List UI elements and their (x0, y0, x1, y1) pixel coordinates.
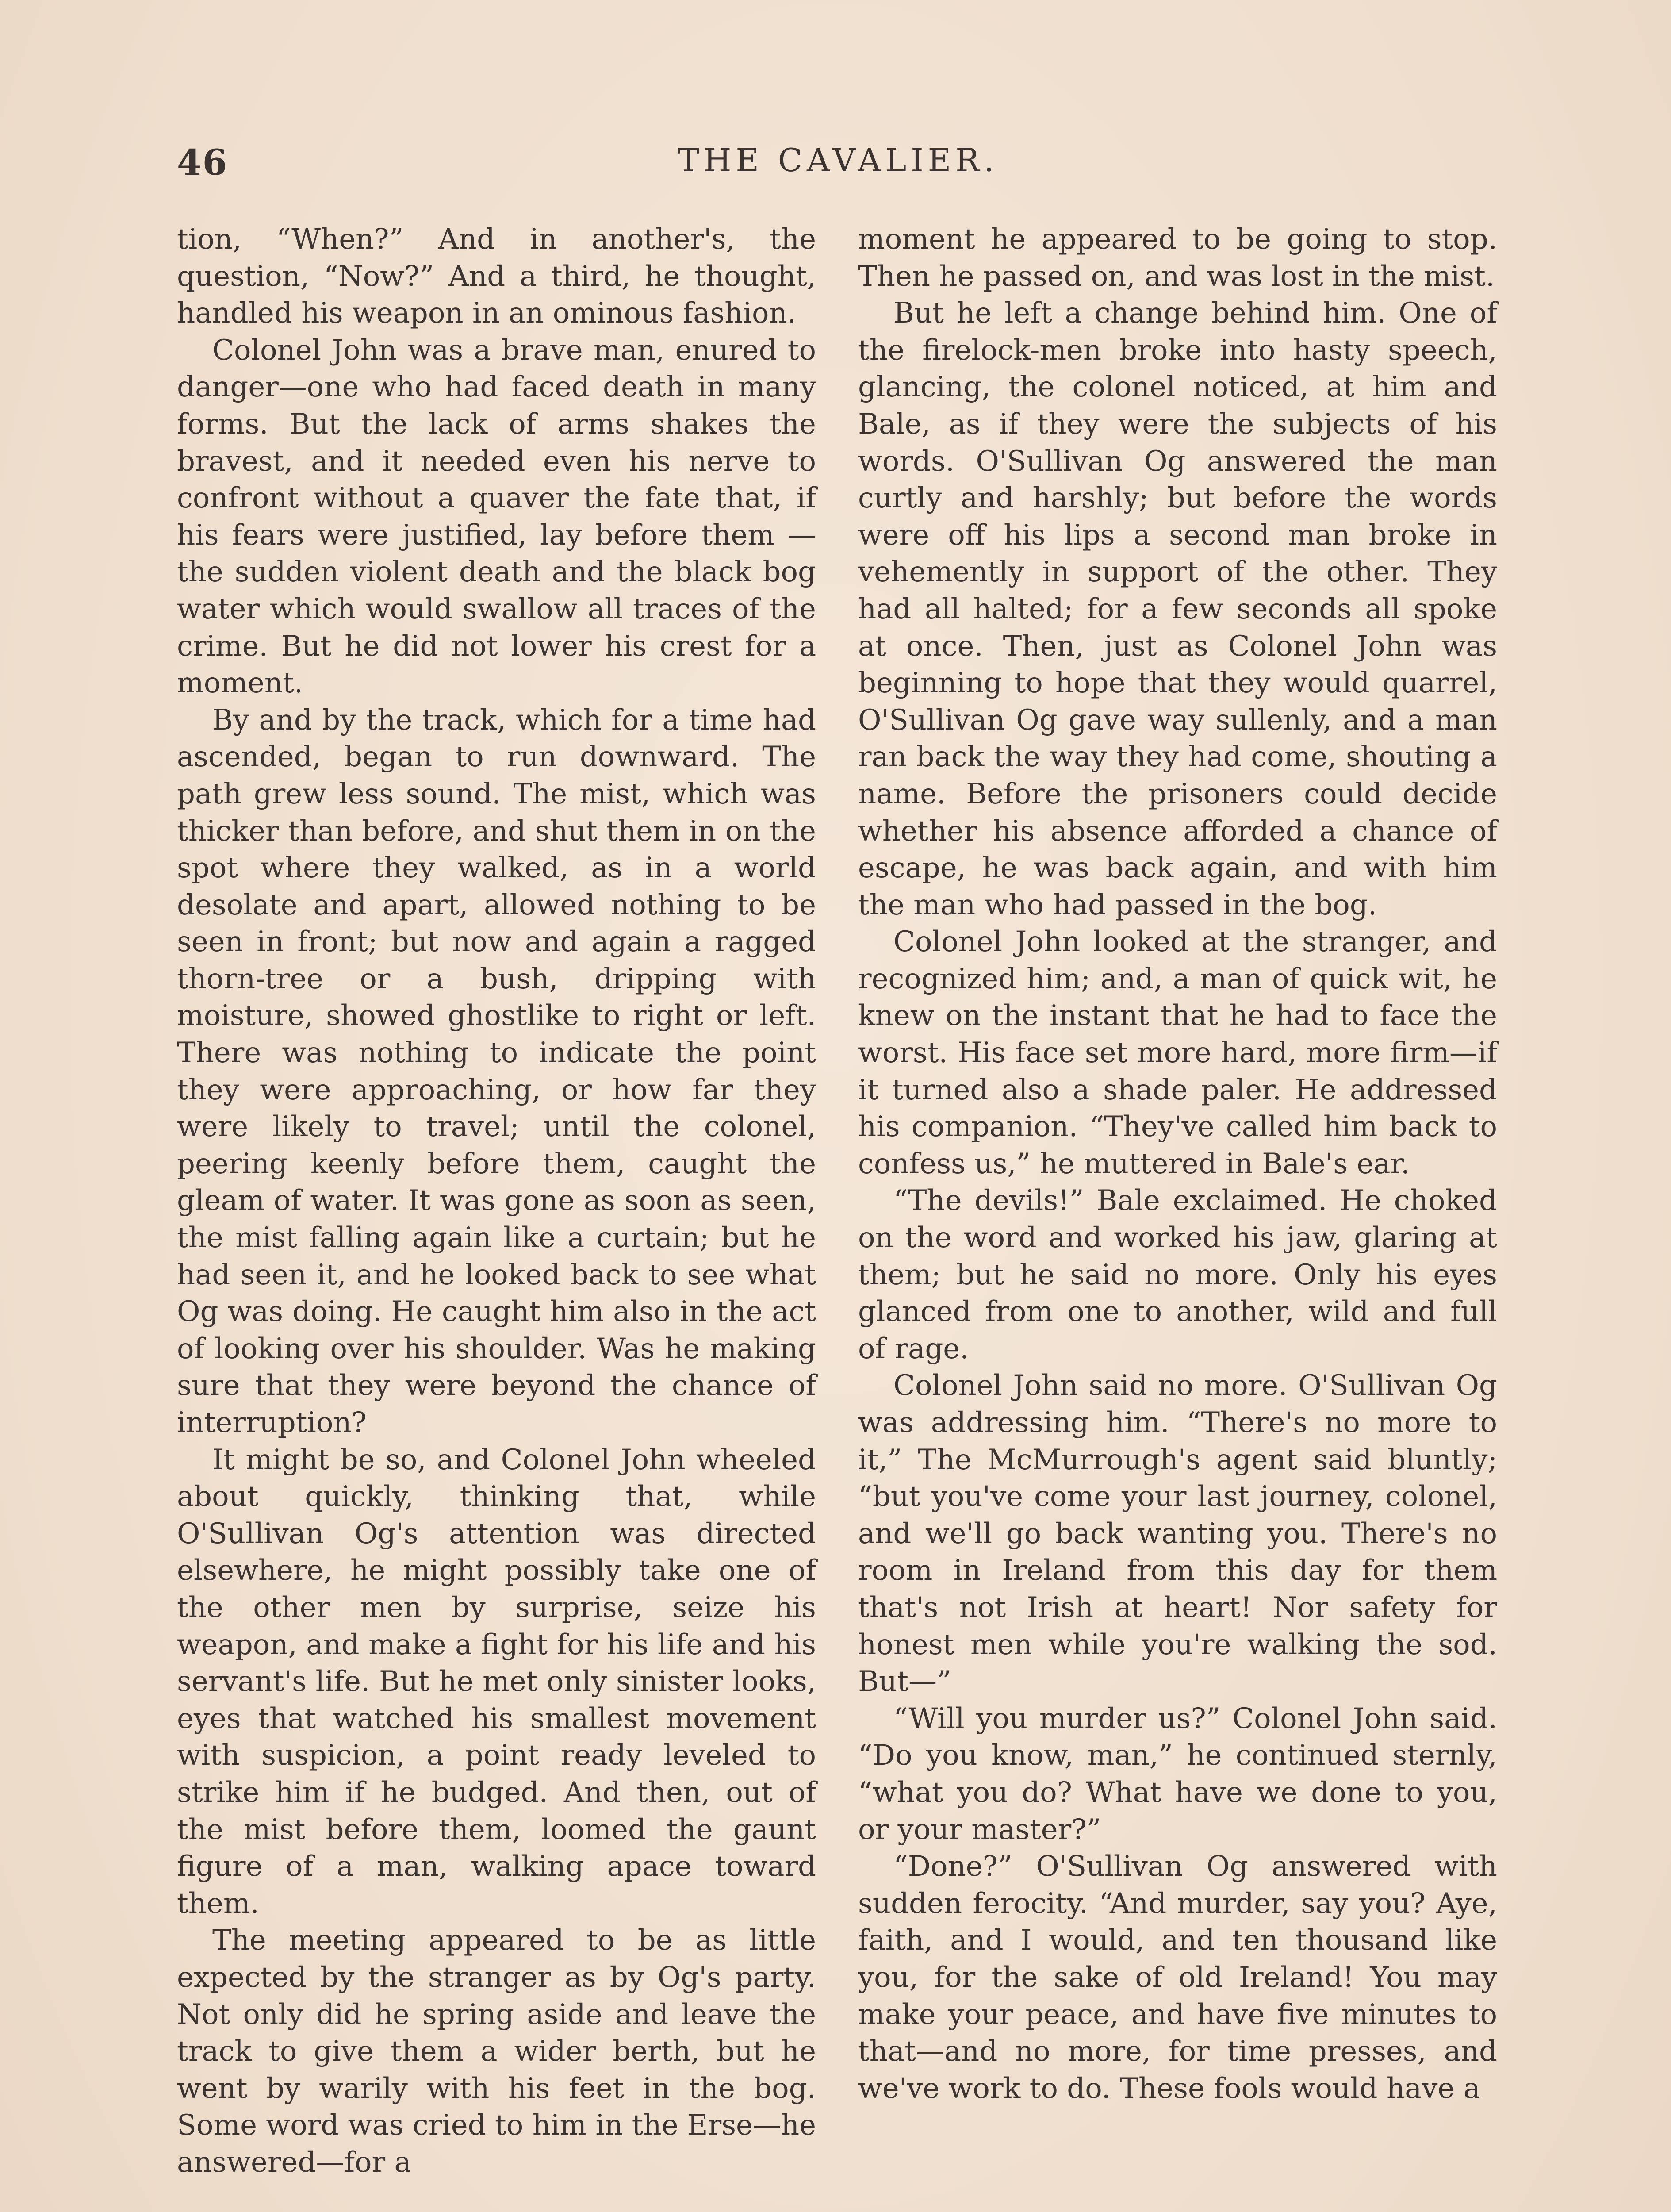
left-column (177, 221, 816, 2181)
running-title: THE CAVALIER. (678, 142, 999, 179)
paragraph: It might be so, and Colonel John wheeled about quickly, thinking that, while O'Sullivan Og's attention was directed elsewhere, he might possibly take one of the other men by surprise, seize his weapon, and make a fight for his life and his servant's life. But he met only sinister looks, eyes that watched his smallest movement with suspicion, a point ready leveled to strike him if he budged. And then, out of the mist before them, loomed the gaunt figure of a man, walking apace toward them. (177, 1443, 816, 1920)
paragraph: Colonel John looked at the stranger, and recognized him; and, a man of quick wit, he knew on the instant that he had to face the worst. His face set more hard, more firm—if it turned also a shade paler. He addressed his companion. “They've called him back to confess us,” he muttered in Bale's ear. (858, 926, 1497, 1180)
paragraph: “Will you murder us?” Colonel John said. “Do you know, man,” he continued sternly, “what you do? What have we done to you, or your master?” (858, 1702, 1497, 1846)
paragraph: moment he appeared to be going to stop. Then he passed on, and was lost in the mist. (858, 223, 1497, 293)
paragraph: tion, “When?” And in another's, the question, “Now?” And a third, he thought, handled his weapon in an ominous fashion. (177, 223, 816, 330)
page-header (177, 142, 1499, 190)
paragraph: But he left a change behind him. One of the firelock-men broke into hasty speech, glancing, the colonel noticed, at him and Bale, as if they were the subjects of his words. O'Sullivan Og answered the man curtly and harshly; but before the words were off his lips a second man broke in vehemently in support of the other. They had all halted; for a few seconds all spoke at once. Then, just as Colonel John was beginning to hope that they would quarrel, O'Sullivan Og gave way sullenly, and a man ran back the way they had come, shouting a name. Before the prisoners could decide whether his absence afforded a chance of escape, he was back again, and with him the man who had passed in the bog. (858, 297, 1497, 922)
paragraph: Colonel John was a brave man, enured to danger—one who had faced death in many forms. But the lack of arms shakes the bravest, and it needed even his nerve to confront without a quaver the fate that, if his fears were justified, lay before them — the sudden violent death and the black bog water which would swallow all traces of the crime. But he did not lower his crest for a moment. (177, 334, 816, 700)
right-column (858, 221, 1497, 2107)
paragraph: Colonel John said no more. O'Sullivan Og was addressing him. “There's no more to it,” The McMurrough's agent said bluntly; “but you've come your last journey, colonel, and we'll go back wanting you. There's no room in Ireland from this day for them that's not Irish at heart! Nor safety for honest men while you're walking the sod. But—” (858, 1369, 1497, 1698)
paragraph: “The devils!” Bale exclaimed. He choked on the word and worked his jaw, glaring at them; but he said no more. Only his eyes glanced from one to another, wild and full of rage. (858, 1184, 1497, 1365)
paragraph: By and by the track, which for a time had ascended, began to run downward. The path grew less sound. The mist, which was thicker than before, and shut them in on the spot where they walked, as in a world desolate and apart, allowed nothing to be seen in front; but now and again a ragged thorn-tree or a bush, dripping with moisture, showed ghostlike to right or left. There was nothing to indicate the point they were approaching, or how far they were likely to travel; until the colonel, peering keenly before them, caught the gleam of water. It was gone as soon as seen, the mist falling again like a curtain; but he had seen it, and he looked back to see what Og was doing. He caught him also in the act of looking over his shoulder. Was he making sure that they were beyond the chance of interruption? (177, 703, 816, 1439)
page-number: 46 (177, 142, 228, 183)
paragraph: The meeting appeared to be as little expected by the stranger as by Og's party. Not only did he spring aside and leave the track to give them a wider berth, but he went by warily with his feet in the bog. Some word was cried to him in the Erse—he answered—for a (177, 1924, 816, 2179)
paragraph: “Done?” O'Sullivan Og answered with sudden ferocity. “And murder, say you? Aye, faith, and I would, and ten thousand like you, for the sake of old Ireland! You may make your peace, and have five minutes to that—and no more, for time presses, and we've work to do. These fools would have a (858, 1850, 1497, 2105)
